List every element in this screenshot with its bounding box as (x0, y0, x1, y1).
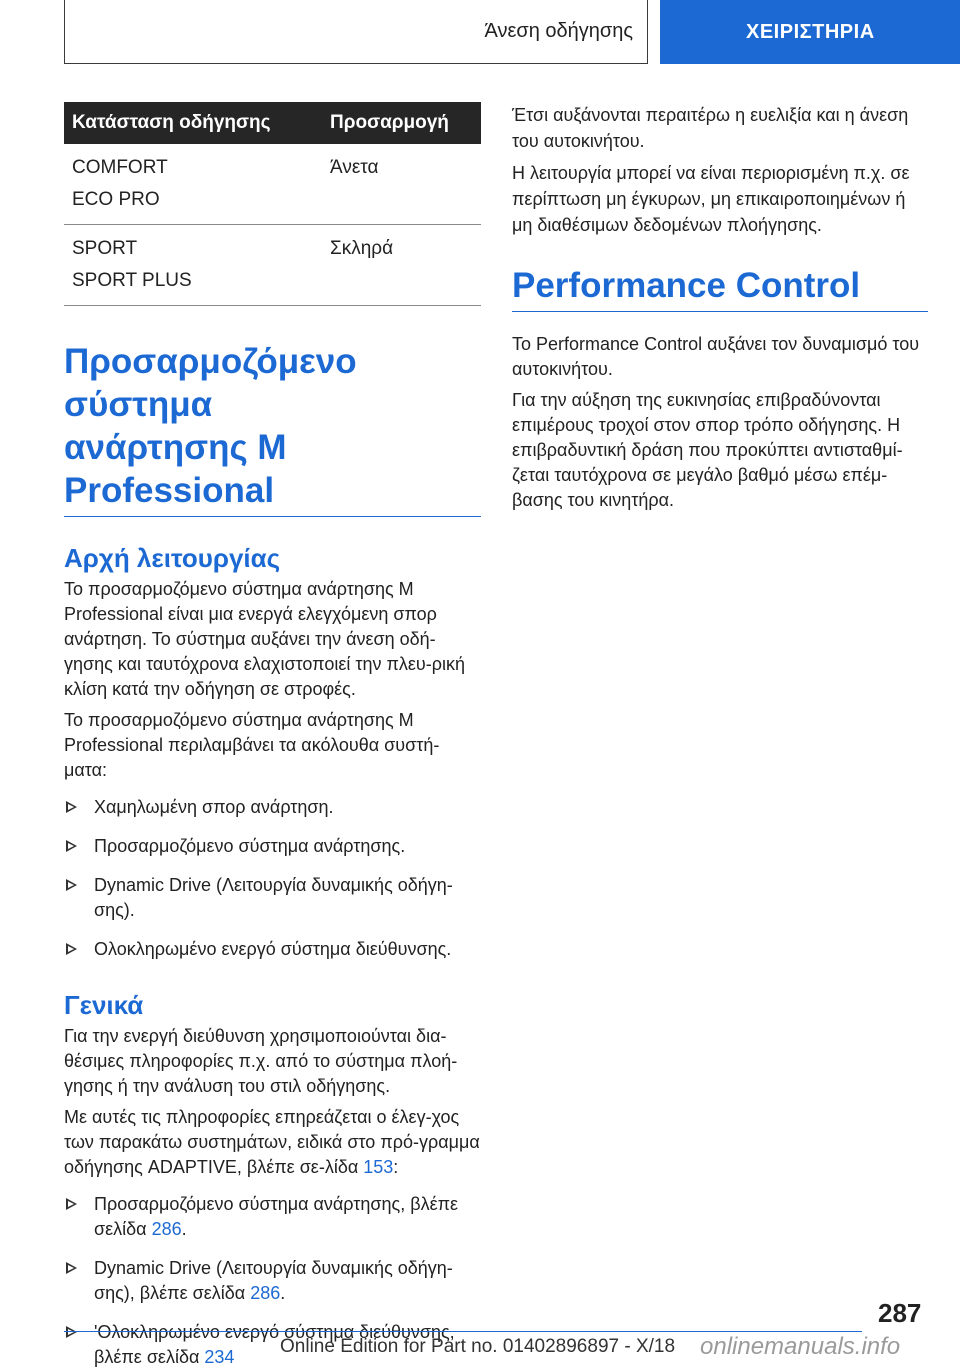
triangle-bullet-icon (66, 840, 77, 852)
paragraph: Το προσαρμοζόμενο σύστημα ανάρτησης M Professional περιλαμβάνει τα ακόλουθα συστή-ματα: (64, 710, 440, 780)
triangle-bullet-icon (66, 1198, 77, 1210)
paragraph: Το προσαρμοζόμενο σύστημα ανάρτησης M Professional είναι μια ενεργά ελεγχόμενη σπορ ανάρτηση. Το σύστημα αυξάνει την άνεση οδή-γησης και ταυτόχρονα ελαχιστοποιεί την πλευ-ρική κλίση κατά την οδήγηση σε στροφές. (64, 579, 466, 699)
list-item: Ολοκληρωμένο ενεργό σύστημα διεύθυνσης. (64, 937, 481, 962)
edition-info: Online Edition for Part no. 01402896897 - X/18 (280, 1336, 676, 1357)
systems-list (64, 795, 481, 962)
performance-control-heading-block (512, 264, 928, 312)
page-link[interactable]: 286 (250, 1283, 281, 1303)
triangle-bullet-icon (66, 1326, 77, 1338)
paragraph: Για την αύξηση της ευκινησίας επιβραδύνονται επιμέρους τροχοί στον σπορ τρόπο οδήγησης. Η επιβραδυντική δράση που προκύπτει αντισταθμί-ζεται ταυτόχρονα σε μεγάλο βαθμό μέσω επέμ-βασης του κινητήρα. (512, 390, 903, 510)
table-cell-modes (64, 144, 322, 225)
subheading-general: Γενικά (64, 990, 144, 1020)
paragraph: Για την ενεργή διεύθυνση χρησιμοποιούνται δια-θέσιμες πληροφορίες π.χ. από το σύστημα πλοή-γησης ή την ανάλυση του στιλ οδήγησης. (64, 1026, 458, 1096)
section-heading-block (64, 340, 481, 517)
chapter-title: ΧΕΙΡΙΣΤΗΡΙΑ (746, 20, 875, 43)
list-item: Dynamic Drive (Λειτουργία δυναμικής οδήγη-σης), βλέπε σελίδα 286. (64, 1256, 481, 1306)
table-cell-setting: Άνετα (322, 144, 481, 225)
list-item: Προσαρμοζόμενο σύστημα ανάρτησης, βλέπε σελίδα 286. (64, 1192, 481, 1242)
section-heading-line1: Προσαρμοζόμενο σύστημα (64, 342, 357, 424)
triangle-bullet-icon (66, 801, 77, 813)
mode-name: ECO PRO (72, 189, 160, 210)
page-link[interactable]: 234 (204, 1347, 235, 1367)
triangle-bullet-icon (66, 879, 77, 891)
mode-name: SPORT (72, 238, 138, 259)
mode-name: SPORT PLUS (72, 270, 192, 291)
table-row (64, 225, 481, 306)
driving-mode-table (64, 102, 481, 306)
footer-rule (64, 1331, 862, 1332)
paragraph: Έτσι αυξάνονται περαιτέρω η ευελιξία και η άνεση του αυτοκινήτου. (512, 105, 909, 151)
page-link[interactable]: 153 (363, 1157, 394, 1177)
paragraph: Η λειτουργία μπορεί να είναι περιορισμένη π.χ. σε περίπτωση μη έγκυρων, μη επικαιροποιημένων ή μη διαθέσιμων δεδομένων πλοήγησης. (512, 163, 910, 235)
section-header (64, 0, 648, 64)
page-link[interactable]: 286 (151, 1219, 182, 1239)
list-item: 'Ολοκληρωμένο ενεργό σύστημα διεύθυνσης, βλέπε σελίδα 234 (64, 1320, 481, 1370)
hand-pointer-icon (230, 15, 264, 49)
table-header-setting: Προσαρμογή (322, 102, 481, 144)
table-header-mode: Κατάσταση οδήγησης (64, 102, 322, 144)
paragraph: Με αυτές τις πληροφορίες επηρεάζεται ο έλεγ-χος των παρακάτω συστημάτων, ειδικά στο πρό-γραμμα οδήγησης ADAPTIVE, βλέπε σε-λίδα 153: (64, 1107, 480, 1177)
page-number: 287 (878, 1298, 922, 1328)
table-row (64, 144, 481, 225)
table-cell-setting: Σκληρά (322, 225, 481, 306)
list-item: Χαμηλωμένη σπορ ανάρτηση. (64, 795, 481, 820)
section-heading (64, 340, 481, 512)
paragraph: Το Performance Control αυξάνει τον δυναμισμό του αυτοκινήτου. (512, 334, 920, 379)
section-heading-line2: ανάρτησης M Professional (64, 428, 287, 510)
table-header-row (64, 102, 481, 144)
mode-name: COMFORT (72, 157, 168, 178)
performance-control-heading: Performance Control (512, 266, 861, 305)
list-item: Dynamic Drive (Λειτουργία δυναμικής οδήγη-σης). (64, 873, 481, 923)
left-column (64, 102, 481, 1370)
triangle-bullet-icon (66, 1262, 77, 1274)
list-item: Προσαρμοζόμενο σύστημα ανάρτησης. (64, 834, 481, 859)
subheading-principle: Αρχή λειτουργίας (64, 543, 281, 573)
chapter-tab[interactable] (660, 0, 960, 64)
section-title: Άνεση οδήγησης (484, 20, 633, 42)
watermark: onlinemanuals.info (700, 1333, 901, 1360)
triangle-bullet-icon (66, 943, 77, 955)
table-cell-modes (64, 225, 322, 306)
right-column (512, 102, 928, 513)
